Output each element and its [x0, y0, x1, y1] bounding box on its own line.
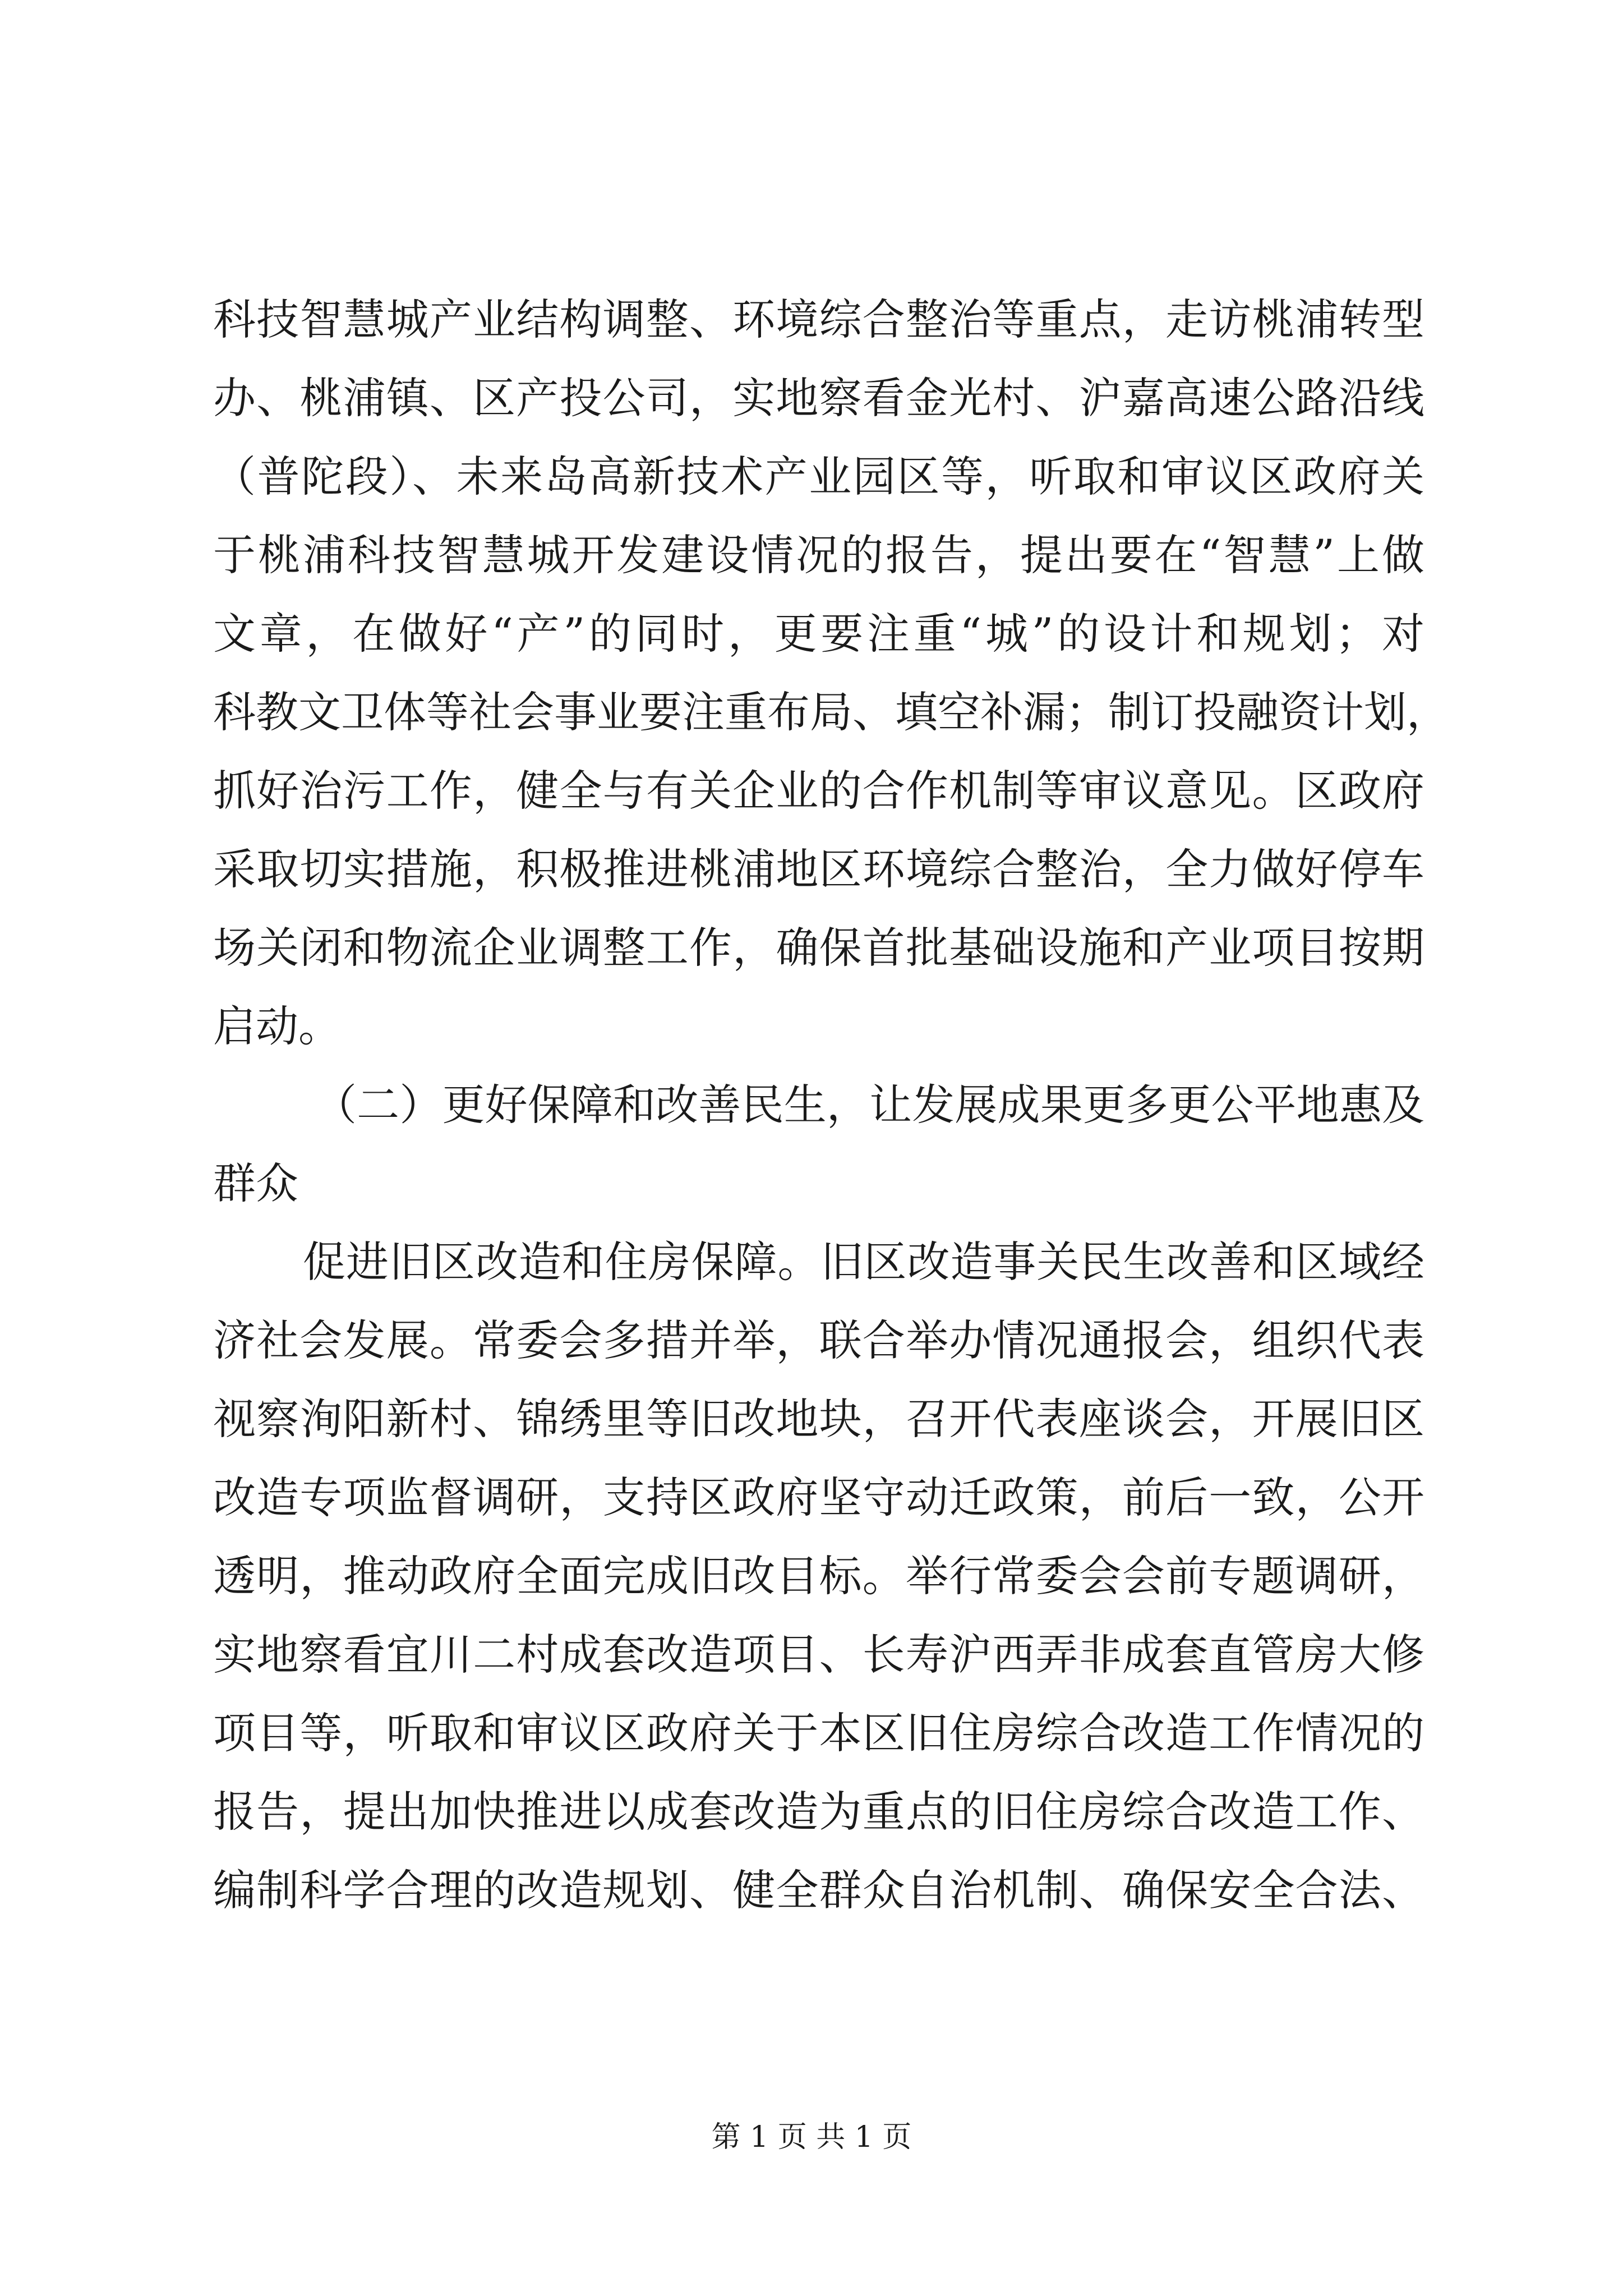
body-line: 编制科学合理的改造规划、健全群众自治机制、确保安全合法、 — [213, 1865, 1424, 1915]
body-line: 促进旧区改造和住房保障。旧区改造事关民生改善和区域经 — [303, 1237, 1424, 1287]
body-line: 于桃浦科技智慧城开发建设情况的报告，提出要在“智慧”上做 — [213, 530, 1424, 580]
body-line: 视察洵阳新村、锦绣里等旧改地块，召开代表座谈会，开展旧区 — [213, 1394, 1424, 1444]
section-heading-line: （二）更好保障和改善民生，让发展成果更多更公平地惠及 — [314, 1080, 1424, 1130]
body-line: 文章，在做好“产”的同时，更要注重“城”的设计和规划；对 — [213, 609, 1424, 659]
page-footer: 第 1 页 共 1 页 — [711, 2120, 912, 2154]
body-line: （普陀段）、未来岛高新技术产业园区等，听取和审议区政府关 — [213, 452, 1424, 501]
body-line: 场关闭和物流企业调整工作，确保首批基础设施和产业项目按期 — [213, 923, 1424, 973]
body-line: 科技智慧城产业结构调整、环境综合整治等重点，走访桃浦转型 — [213, 295, 1424, 344]
body-line: 实地察看宜川二村成套改造项目、长寿沪西弄非成套直管房大修 — [213, 1630, 1424, 1680]
body-line: 启动。 — [213, 1001, 341, 1051]
body-line: 抓好治污工作，健全与有关企业的合作机制等审议意见。区政府 — [213, 766, 1424, 816]
body-line: 报告，提出加快推进以成套改造为重点的旧住房综合改造工作、 — [213, 1787, 1424, 1837]
body-line: 采取切实措施，积极推进桃浦地区环境综合整治，全力做好停车 — [213, 844, 1424, 894]
body-line: 项目等，听取和审议区政府关于本区旧住房综合改造工作情况的 — [213, 1708, 1424, 1758]
body-line: 济社会发展。常委会多措并举，联合举办情况通报会，组织代表 — [213, 1315, 1424, 1365]
body-line: 透明，推动政府全面完成旧改目标。举行常委会会前专题调研， — [213, 1551, 1424, 1601]
body-line: 改造专项监督调研，支持区政府坚守动迁政策，前后一致，公开 — [213, 1473, 1424, 1522]
section-heading-line: 群众 — [213, 1158, 298, 1208]
body-line: 科教文卫体等社会事业要注重布局、填空补漏；制订投融资计划， — [213, 687, 1449, 737]
body-line: 办、桃浦镇、区产投公司，实地察看金光村、沪嘉高速公路沿线 — [213, 373, 1424, 423]
